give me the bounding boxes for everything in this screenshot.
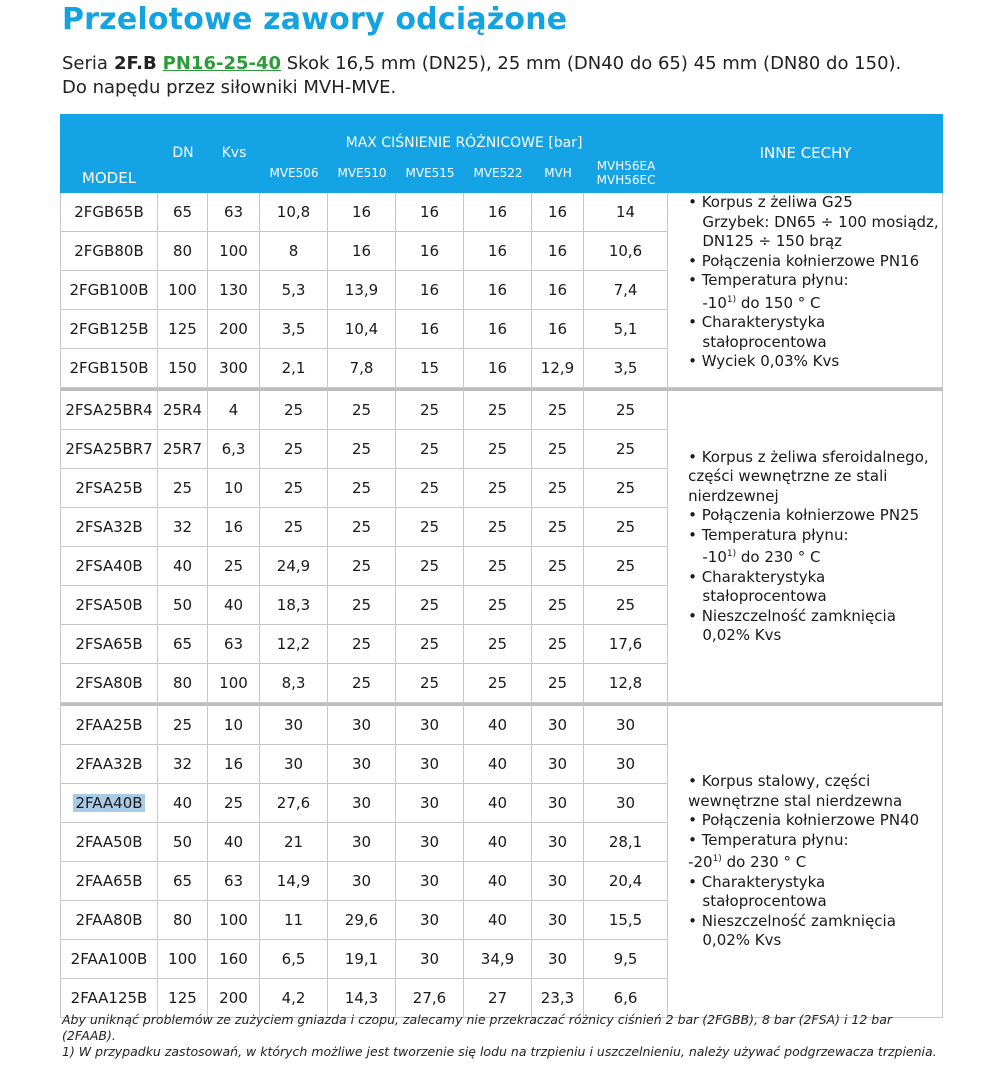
table-cell: 25 [396,430,464,469]
table-cell: 30 [328,784,396,823]
feature-line [688,626,936,646]
feature-line [688,487,936,507]
table-cell: 25 [328,469,396,508]
table-cell: 25 [396,469,464,508]
footnote-ref: 1) [726,549,737,559]
feature-text: • Korpus z żeliwa sferoidalnego, [688,447,929,466]
series-line-2: Do napędu przez siłowniki MVH-MVE. [62,77,397,98]
table-cell: 25 [464,547,532,586]
feature-text: -10 [688,548,727,566]
table-cell: 16 [396,193,464,232]
feature-text: do 230 ° C [721,853,807,872]
table-cell: 80 [158,664,208,703]
table-cell: 25 [532,469,584,508]
table-cell: 40 [464,823,532,862]
table-cell: 15 [396,349,464,388]
table-cell: 40 [464,745,532,784]
table-cell: 50 [158,823,208,862]
table-cell: 12,9 [532,349,584,388]
col-header-mve506: MVE506 [260,153,328,193]
table-cell: 32 [158,745,208,784]
model-cell: 2FAA100B [60,940,158,979]
table-cell: 16 [464,271,532,310]
stroke-info: Skok 16,5 mm (DN25), 25 mm (DN40 do 65) 45 mm (DN80 do 150). [281,53,902,74]
table-cell: 25 [396,625,464,664]
table-cell: 40 [208,823,260,862]
feature-line [688,587,936,607]
col-header-max-pressure: MAX CIŚNIENIE RÓŻNICOWE [bar] [260,114,668,153]
table-cell: 25R7 [158,430,208,469]
features-cell [668,388,943,703]
table-cell: 18,3 [260,586,328,625]
col-header-mvh: MVH [532,153,584,193]
feature-text: do 150 ° C [736,293,821,312]
feature-line [688,811,936,831]
table-cell: 25 [464,586,532,625]
feature-text: stałoprocentowa [688,332,827,351]
model-cell: 2FGB100B [60,271,158,310]
table-cell: 30 [532,784,584,823]
table-cell: 14,3 [328,979,396,1018]
table-cell: 25 [532,430,584,469]
table-cell: 100 [158,271,208,310]
table-cell: 50 [158,586,208,625]
feature-line [688,545,936,568]
table-cell: 65 [158,625,208,664]
feature-line [688,772,936,792]
col-header-mve515: MVE515 [396,153,464,193]
table-cell: 100 [208,901,260,940]
table-cell: 125 [158,979,208,1018]
table-cell: 10,4 [328,310,396,349]
table-cell: 40 [464,703,532,745]
feature-text: do 230 ° C [736,548,821,566]
table-cell: 30 [260,703,328,745]
table-cell: 30 [396,745,464,784]
table-cell: 25 [260,430,328,469]
table-cell: 25 [328,547,396,586]
table-cell: 25 [584,508,668,547]
table-cell: 16 [532,232,584,271]
col-header-dn: DN [158,114,208,193]
table-cell: 63 [208,625,260,664]
table-cell: 5,3 [260,271,328,310]
feature-text: wewnętrzne stal nierdzewna [688,791,903,810]
feature-text: części wewnętrzne ze stali [688,467,888,485]
table-cell: 30 [532,940,584,979]
model-cell: 2FSA80B [60,664,158,703]
table-cell: 25 [584,586,668,625]
valve-table-body [60,193,943,1018]
feature-text: • Charakterystyka [688,313,826,331]
footnote-ref: 1) [712,854,722,865]
table-cell: 40 [464,901,532,940]
model-cell: 2FSA50B [60,586,158,625]
model-cell: 2FGB80B [60,232,158,271]
table-cell: 25 [532,508,584,547]
table-cell: 30 [396,901,464,940]
table-cell: 25 [464,508,532,547]
table-cell: 30 [532,703,584,745]
feature-line [688,931,936,951]
table-cell: 16 [396,232,464,271]
table-cell: 40 [464,784,532,823]
model-cell: 2FGB125B [60,310,158,349]
table-cell: 25 [396,664,464,703]
feature-text: • Temperatura płynu: [688,830,849,849]
feature-line [688,448,936,468]
footnote-recommendation: Aby uniknąć problemów ze zużyciem gniazda i czopu, zalecamy nie przekraczać różnicy ciśnień 2 bar (2FGBB), 8 bar (2FSA) i 12 bar (2FAAB). [62,1012,892,1043]
table-cell: 16 [208,508,260,547]
feature-line [688,892,936,912]
model-cell: 2FSA25BR4 [60,388,158,430]
table-cell: 125 [158,310,208,349]
table-cell: 14,9 [260,862,328,901]
table-cell: 30 [532,862,584,901]
feature-text: -10 [688,293,727,312]
feature-text: -20 [688,853,713,872]
features-cell [668,703,943,1018]
table-cell: 25 [328,508,396,547]
table-cell: 17,6 [584,625,668,664]
table-cell: 14 [584,193,668,232]
feature-line [688,252,936,272]
feature-text: • Połączenia kołnierzowe PN40 [688,811,920,830]
col-header-mvh56 [584,153,668,193]
model-cell [60,784,158,823]
feature-text: • Połączenia kołnierzowe PN25 [688,506,920,524]
table-cell: 25 [532,547,584,586]
table-cell: 30 [532,901,584,940]
table-cell: 34,9 [464,940,532,979]
model-cell: 2FGB150B [60,349,158,388]
table-cell: 16 [328,232,396,271]
table-cell: 25 [260,469,328,508]
table-cell: 65 [158,862,208,901]
table-cell: 24,9 [260,547,328,586]
table-cell: 160 [208,940,260,979]
table-cell: 40 [208,586,260,625]
table-cell: 23,3 [532,979,584,1018]
table-cell: 12,8 [584,664,668,703]
model-cell: 2FAA25B [60,703,158,745]
table-cell: 25 [328,388,396,430]
pn-rating-link[interactable]: PN16-25-40 [162,53,282,74]
table-row [60,388,943,430]
model-cell: 2FAA32B [60,745,158,784]
col-header-model: MODEL [60,114,158,193]
table-cell: 3,5 [584,349,668,388]
table-cell: 30 [328,823,396,862]
feature-line [688,526,936,546]
feature-text: • Charakterystyka [688,872,826,891]
feature-line [688,506,936,526]
feature-line [688,291,936,314]
table-cell: 9,5 [584,940,668,979]
features-cell [668,193,943,388]
feature-line [688,850,936,873]
model-cell: 2FAA50B [60,823,158,862]
table-cell: 4 [208,388,260,430]
col-header-mve522: MVE522 [464,153,532,193]
table-cell: 25 [396,586,464,625]
table-cell: 25 [158,703,208,745]
table-cell: 200 [208,310,260,349]
model-cell: 2FGB65B [60,193,158,232]
table-cell: 25 [584,430,668,469]
table-cell: 16 [464,310,532,349]
feature-line [688,193,936,213]
table-cell: 200 [208,979,260,1018]
feature-text: DN125 ÷ 150 brąz [688,232,843,250]
table-cell: 25 [464,430,532,469]
table-cell: 16 [396,310,464,349]
table-cell: 25 [260,508,328,547]
table-cell: 80 [158,901,208,940]
table-cell: 25 [464,664,532,703]
table-cell: 300 [208,349,260,388]
table-cell: 16 [464,349,532,388]
feature-line [688,873,936,893]
feature-text: Grzybek: DN65 ÷ 100 mosiądz, [688,212,939,231]
table-cell: 25 [584,469,668,508]
feature-line [688,232,936,252]
table-cell: 6,3 [208,430,260,469]
feature-line [688,212,939,233]
feature-line [688,271,936,291]
page-title: Przelotowe zawory odciążone [62,2,568,37]
table-cell: 40 [158,547,208,586]
table-cell: 25 [532,664,584,703]
table-cell: 25 [464,469,532,508]
table-cell: 25 [396,547,464,586]
series-description [62,52,962,100]
feature-text: • Korpus stalowy, części [688,772,871,791]
table-cell: 16 [328,193,396,232]
table-cell: 30 [396,823,464,862]
table-cell: 16 [532,193,584,232]
feature-line [688,912,936,932]
table-cell: 25 [396,388,464,430]
table-cell: 25 [208,547,260,586]
feature-line [688,607,936,627]
table-cell: 25 [532,388,584,430]
table-cell: 7,8 [328,349,396,388]
table-cell: 6,6 [584,979,668,1018]
model-cell: 2FSA32B [60,508,158,547]
table-row [60,193,943,232]
feature-text: • Temperatura płynu: [688,271,849,289]
table-cell: 40 [464,862,532,901]
table-cell: 30 [328,745,396,784]
series-prefix: Seria [62,53,108,74]
table-cell: 30 [328,703,396,745]
table-cell: 80 [158,232,208,271]
table-cell: 5,1 [584,310,668,349]
table-cell: 25 [328,664,396,703]
table-cell: 28,1 [584,823,668,862]
feature-text: • Temperatura płynu: [688,525,849,544]
table-cell: 30 [532,823,584,862]
table-cell: 21 [260,823,328,862]
feature-text: stałoprocentowa [688,892,827,911]
selected-model-highlight[interactable]: 2FAA40B [75,794,143,812]
table-cell: 63 [208,193,260,232]
feature-text: 0,02% Kvs [688,931,782,950]
model-cell: 2FSA65B [60,625,158,664]
table-cell: 10,6 [584,232,668,271]
feature-line [688,333,936,353]
col-header-mve510: MVE510 [328,153,396,193]
table-cell: 65 [158,193,208,232]
model-cell: 2FSA25BR7 [60,430,158,469]
table-cell: 15,5 [584,901,668,940]
table-cell: 25 [532,586,584,625]
col-header-mvh56ec: MVH56EC [596,173,656,187]
table-cell: 16 [396,271,464,310]
table-cell: 25 [260,388,328,430]
table-cell: 150 [158,349,208,388]
table-cell: 25 [328,625,396,664]
table-cell: 30 [396,862,464,901]
table-cell: 32 [158,508,208,547]
footnote-ice: 1) W przypadku zastosowań, w których możliwe jest tworzenie się lodu na trzpieniu i uszczelnieniu, należy używać podgrzewacza trzpienia. [62,1044,937,1059]
feature-line [688,568,936,588]
table-cell: 25 [158,469,208,508]
table-cell: 25 [584,547,668,586]
table-cell: 25 [464,625,532,664]
table-cell: 25 [532,625,584,664]
table-cell: 8,3 [260,664,328,703]
feature-line [688,467,936,487]
table-cell: 27,6 [260,784,328,823]
table-cell: 25 [208,784,260,823]
table-cell: 30 [584,703,668,745]
table-cell: 25 [328,586,396,625]
table-cell: 30 [584,745,668,784]
table-cell: 30 [396,784,464,823]
table-cell: 16 [532,271,584,310]
table-cell: 25 [328,430,396,469]
footnotes [62,1012,942,1060]
table-cell: 27 [464,979,532,1018]
table-cell: 8 [260,232,328,271]
col-header-mvh56ea: MVH56EA [596,159,656,173]
table-cell: 30 [328,862,396,901]
table-cell: 3,5 [260,310,328,349]
table-cell: 30 [584,784,668,823]
feature-text: • Nieszczelność zamknięcia [688,606,896,625]
feature-text: • Nieszczelność zamknięcia [688,911,896,930]
table-cell: 25 [396,508,464,547]
feature-line [688,831,936,851]
table-row [60,703,943,745]
table-cell: 12,2 [260,625,328,664]
table-cell: 19,1 [328,940,396,979]
col-header-kvs: Kvs [208,114,260,193]
table-cell: 4,2 [260,979,328,1018]
table-cell: 25R4 [158,388,208,430]
table-cell: 29,6 [328,901,396,940]
table-cell: 25 [584,388,668,430]
table-cell: 16 [208,745,260,784]
table-cell: 13,9 [328,271,396,310]
table-cell: 16 [532,310,584,349]
feature-text: • Połączenia kołnierzowe PN16 [688,251,920,270]
table-cell: 40 [158,784,208,823]
table-cell: 100 [158,940,208,979]
feature-text: • Wyciek 0,03% Kvs [688,352,840,370]
feature-line [688,792,936,812]
series-line-1 [62,52,962,76]
feature-line [688,313,936,333]
series-code: 2F.B [113,53,157,74]
table-cell: 100 [208,664,260,703]
model-cell: 2FAA80B [60,901,158,940]
table-cell: 16 [464,232,532,271]
model-cell: 2FAA125B [60,979,158,1018]
table-cell: 7,4 [584,271,668,310]
feature-text: nierdzewnej [688,486,779,505]
table-cell: 10 [208,703,260,745]
feature-text: • Korpus z żeliwa G25 [688,193,853,211]
model-cell: 2FSA40B [60,547,158,586]
feature-line [688,352,936,372]
table-cell: 10 [208,469,260,508]
model-cell: 2FAA65B [60,862,158,901]
table-cell: 11 [260,901,328,940]
table-cell: 20,4 [584,862,668,901]
valve-table [60,114,943,1018]
table-cell: 63 [208,862,260,901]
table-cell: 130 [208,271,260,310]
table-cell: 25 [464,388,532,430]
table-cell: 100 [208,232,260,271]
feature-text: 0,02% Kvs [688,626,782,644]
table-cell: 27,6 [396,979,464,1018]
table-cell: 30 [260,745,328,784]
table-cell: 10,8 [260,193,328,232]
table-cell: 30 [532,745,584,784]
table-cell: 30 [396,703,464,745]
feature-text: • Charakterystyka [688,567,826,586]
col-header-features: INNE CECHY [668,114,943,193]
table-cell: 16 [464,193,532,232]
table-cell: 6,5 [260,940,328,979]
footnote-ref: 1) [726,294,737,305]
table-cell: 30 [396,940,464,979]
model-cell: 2FSA25B [60,469,158,508]
table-cell: 2,1 [260,349,328,388]
feature-text: stałoprocentowa [688,587,827,605]
